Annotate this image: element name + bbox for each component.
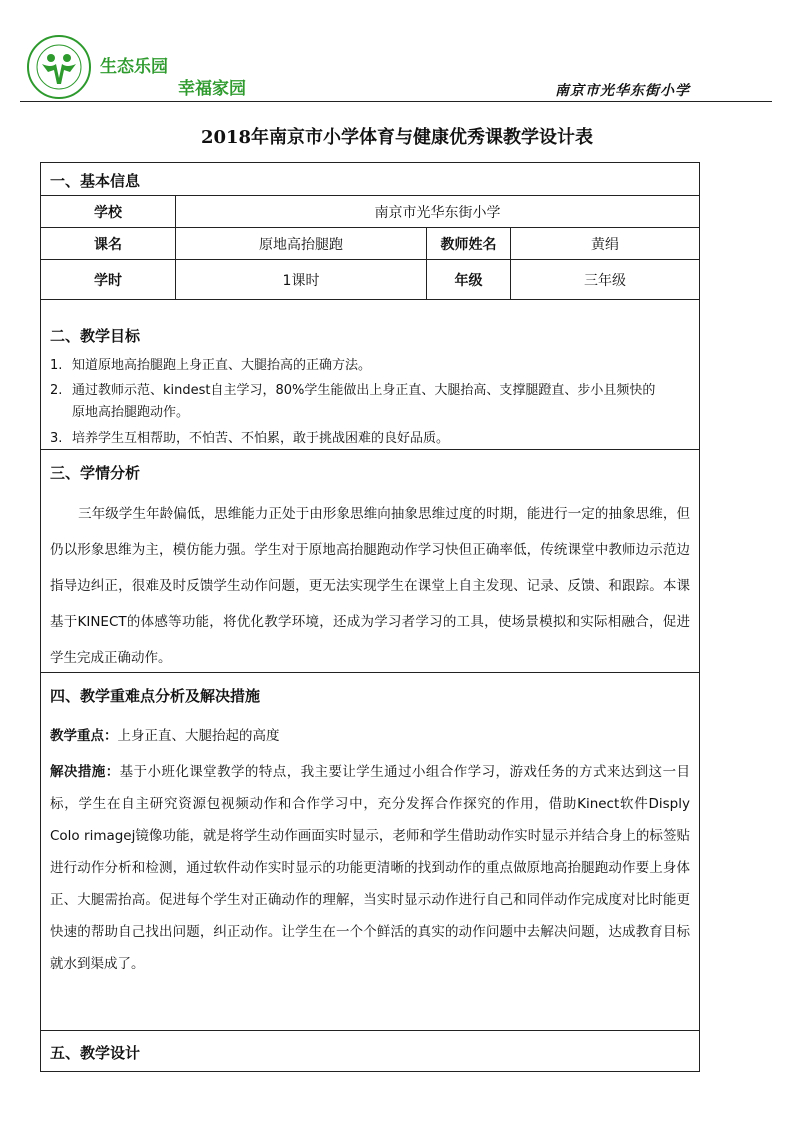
section-heading-design: 五、教学设计: [50, 1044, 141, 1062]
analysis-paragraph: [50, 496, 690, 676]
slogan-line1: 生态乐园: [100, 57, 168, 77]
grade-value: 三年级: [584, 272, 626, 289]
solution-text: 基于小班化课堂教学的特点，我主要让学生通过小组合作学习，游戏任务的方式来达到这一目标，学生在自主研究资源包视频动作和合作学习中，充分发挥合作探究的作用，借助Kinect软件Disply Colo rimagej镜像功能，就是将学生动作画面实时显示，老师和学生借助动作实时显示并结合身上的标签贴进行动作分析和检测，通过软件动作实时显示的功能更清晰的找到动作的重点做原地高抬腿跑动作要上身体正、大腿需抬高。促进每个学生对正确动作的理解，当实时显示动作进行自己和同伴动作完成度对比时能更快速的帮助自己找出问题，纠正动作。让学生在一个个鲜活的真实的动作问题中去解决问题，达成教育目标就水到渠成了。: [50, 764, 691, 972]
row-divider: [40, 299, 700, 300]
row-divider: [40, 1030, 700, 1031]
teacher-label: 教师姓名: [440, 236, 497, 253]
focus-label: 教学重点：: [50, 728, 118, 744]
header-divider: [20, 101, 772, 102]
lesson-value: 原地高抬腿跑: [259, 236, 343, 253]
hours-value: 1课时: [282, 272, 320, 289]
goal-item: [50, 380, 695, 424]
grade-label: 年级: [454, 272, 483, 289]
goal-number: 2.: [50, 383, 63, 398]
solution-label: 解决措施：: [50, 764, 120, 780]
section-heading-goals: 二、教学目标: [50, 327, 141, 345]
document-title: 2018年南京市小学体育与健康优秀课教学设计表: [200, 127, 594, 148]
goal-text: 培养学生互相帮助，不怕苦、不怕累，敢于挑战困难的良好品质。: [72, 431, 450, 446]
goal-item: [50, 428, 695, 450]
header-school-name: 南京市光华东街小学: [555, 83, 690, 99]
section-heading-analysis: 三、学情分析: [50, 464, 141, 482]
section-heading-key-points: 四、教学重难点分析及解决措施: [50, 687, 261, 705]
slogan-line2: 幸福家园: [178, 79, 246, 99]
goal-text: 通过教师示范、kindest自主学习，80%学生能做出上身正直、大腿抬高、支撑腿蹬直、步小且频快的: [72, 383, 656, 398]
hours-label: 学时: [94, 272, 122, 289]
goal-text: 知道原地高抬腿跑上身正直、大腿抬高的正确方法。: [72, 358, 372, 373]
goal-text-continuation: 原地高抬腿跑动作。: [72, 405, 190, 420]
lesson-label: 课名: [94, 236, 122, 253]
goal-item: [50, 355, 695, 377]
focus-text: 上身正直、大腿抬起的高度: [117, 728, 280, 744]
goal-number: 3.: [50, 431, 63, 446]
analysis-text: 三年级学生年龄偏低，思维能力正处于由形象思维向抽象思维过度的时期，能进行一定的抽象思维，但仍以形象思维为主，模仿能力强。学生对于原地高抬腿跑动作学习快但正确率低，传统课堂中教师边示范边指导边纠正，很难及时反馈学生动作问题，更无法实现学生在课堂上自主发现、记录、反馈、和跟踪。本课基于KINECT的体感等功能，将优化教学环境，还成为学习者学习的工具，使场景模拟和实际相融合，促进学生完成正确动作。: [50, 506, 690, 666]
teacher-value: 黄绢: [591, 236, 619, 253]
solution-paragraph: [50, 756, 690, 980]
school-value: 南京市光华东街小学: [374, 204, 501, 221]
school-logo: [26, 34, 92, 100]
school-label: 学校: [94, 204, 122, 221]
section-heading-basic-info: 一、基本信息: [50, 172, 141, 190]
focus-line: [50, 718, 690, 754]
goal-number: 1.: [50, 358, 63, 373]
